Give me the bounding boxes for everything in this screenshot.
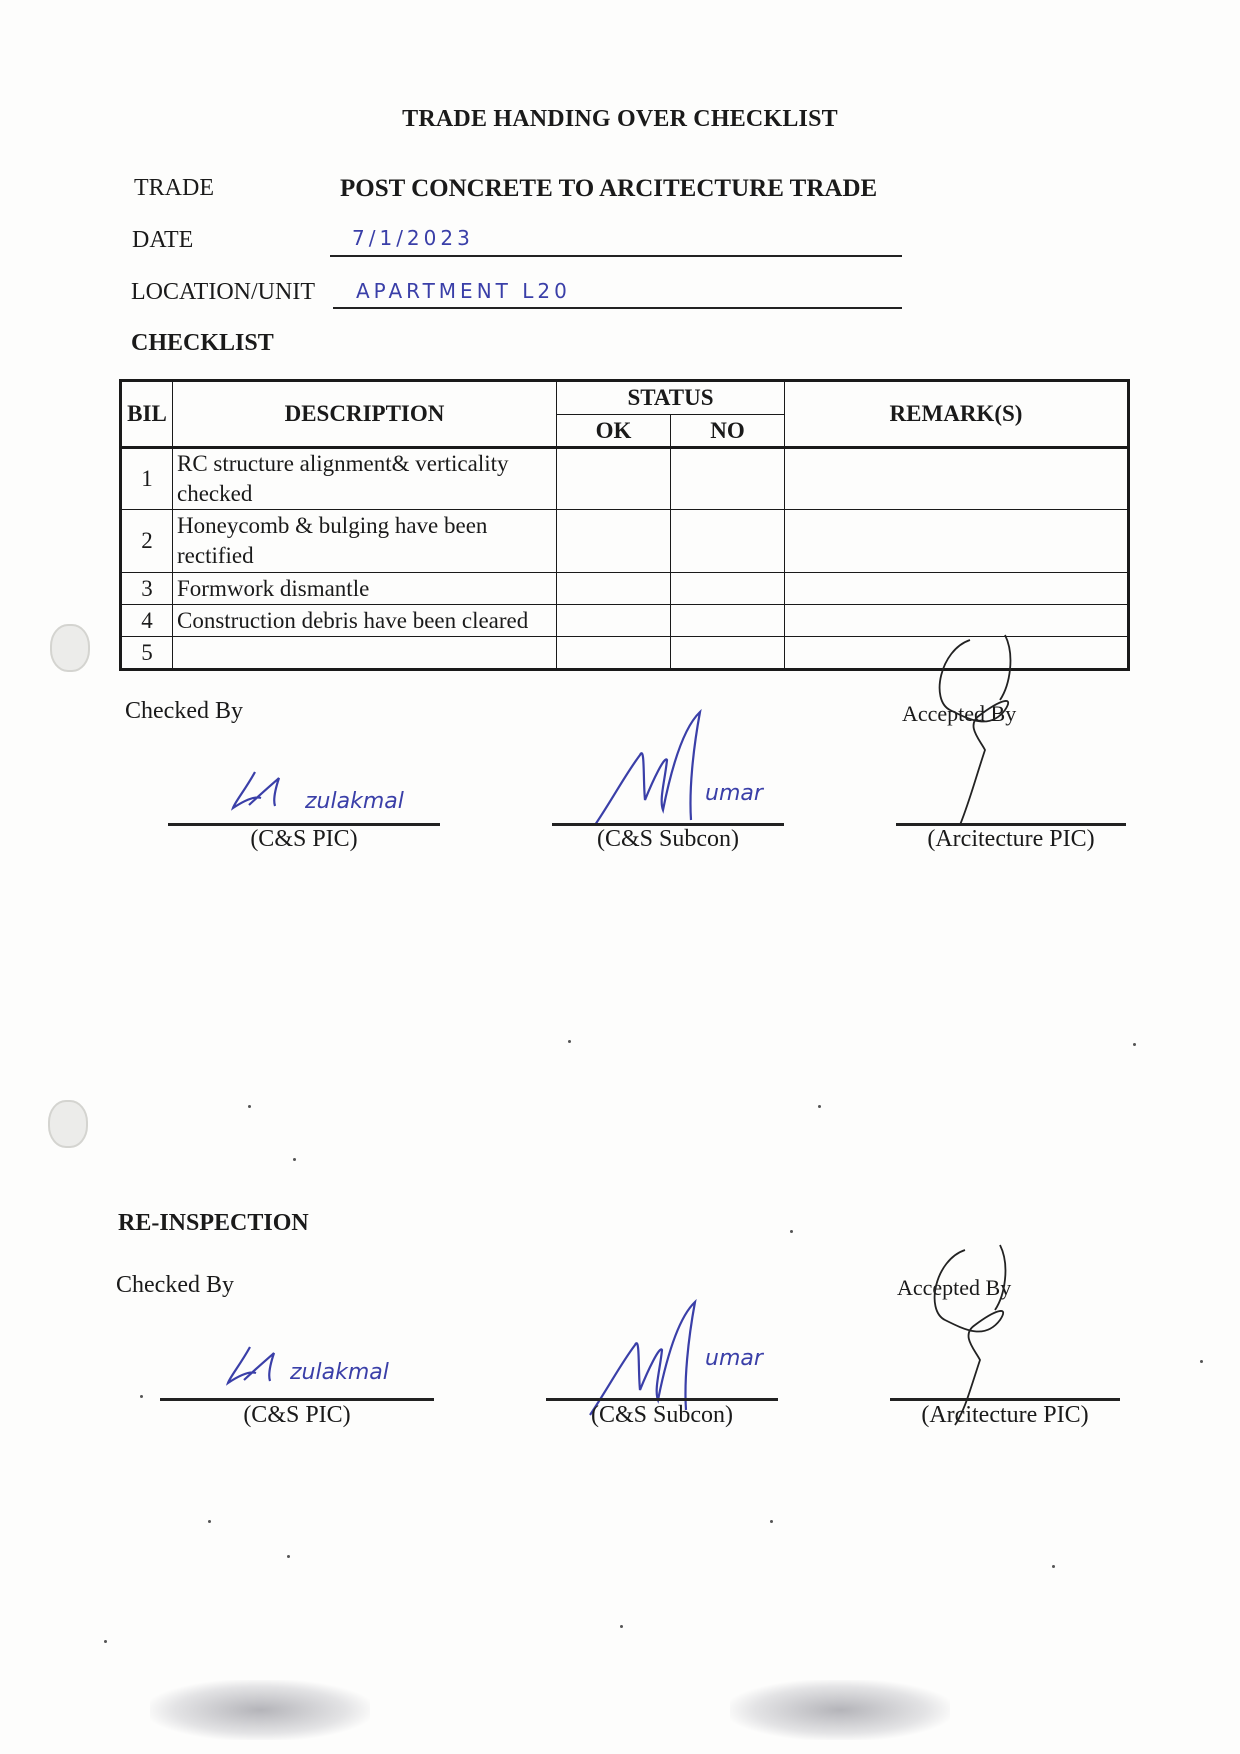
header-bil: BIL <box>121 381 173 448</box>
reinspection-caption-cs-pic: (C&S PIC) <box>243 1402 351 1428</box>
scan-speck <box>1133 1043 1136 1046</box>
header-description: DESCRIPTION <box>173 381 557 448</box>
table-row <box>121 448 1129 510</box>
reinspection-caption-arch-pic: (Arcitecture PIC) <box>921 1402 1089 1428</box>
caption-arch-pic: (Arcitecture PIC) <box>927 826 1095 852</box>
reinspection-signature-line-cs-pic <box>160 1398 434 1401</box>
scan-speck <box>790 1230 793 1233</box>
status-no-cell <box>671 605 785 637</box>
location-label: LOCATION/UNIT <box>131 279 315 305</box>
row-number: 1 <box>121 448 173 510</box>
location-underline <box>333 307 902 309</box>
remarks-cell <box>785 573 1129 605</box>
status-no-cell <box>671 448 785 510</box>
table-row <box>121 510 1129 573</box>
row-description: Formwork dismantle <box>173 573 557 605</box>
status-no-cell <box>671 573 785 605</box>
signature-name: zulakmal <box>305 789 404 814</box>
row-number: 2 <box>121 510 173 573</box>
date-value: 7/1/2023 <box>352 226 474 250</box>
status-ok-cell <box>557 637 671 670</box>
header-status: STATUS <box>557 381 785 415</box>
punch-hole-top <box>50 624 90 672</box>
accepted-by-label: Accepted By <box>902 701 1017 726</box>
reinspection-heading: RE-INSPECTION <box>118 1210 309 1236</box>
signature-name: umar <box>705 1346 763 1371</box>
scan-speck <box>104 1640 107 1643</box>
trade-value: POST CONCRETE TO ARCITECTURE TRADE <box>340 175 878 202</box>
description-line: rectified <box>177 543 254 568</box>
status-ok-cell <box>557 605 671 637</box>
row-number: 5 <box>121 637 173 670</box>
status-ok-cell <box>557 448 671 510</box>
reinspection-signature-cs-pic <box>220 1335 440 1395</box>
signature-name: zulakmal <box>290 1360 389 1385</box>
trade-label: TRADE <box>134 175 214 201</box>
caption-cs-pic: (C&S PIC) <box>250 826 358 852</box>
row-number: 3 <box>121 573 173 605</box>
signature-cs-pic <box>225 760 445 820</box>
description-line: RC structure alignment& verticality <box>177 451 509 476</box>
date-underline <box>330 255 902 257</box>
scan-speck <box>770 1520 773 1523</box>
remarks-cell <box>785 448 1129 510</box>
reinspection-checked-by-label: Checked By <box>116 1272 234 1298</box>
scan-smudge <box>150 1680 370 1740</box>
row-description <box>173 510 557 573</box>
signature-cs-subcon <box>585 700 795 830</box>
scan-speck <box>568 1040 571 1043</box>
scan-speck <box>293 1158 296 1161</box>
location-value: APARTMENT L20 <box>356 279 571 303</box>
scan-speck <box>620 1625 623 1628</box>
row-description <box>173 637 557 670</box>
reinspection-accepted-by-label: Accepted By <box>897 1275 1012 1300</box>
status-ok-cell <box>557 573 671 605</box>
status-no-cell <box>671 510 785 573</box>
punch-hole-bottom <box>48 1100 88 1148</box>
scan-smudge <box>730 1680 950 1740</box>
remarks-cell <box>785 510 1129 573</box>
document-title: TRADE HANDING OVER CHECKLIST <box>402 106 838 132</box>
row-description <box>173 448 557 510</box>
date-label: DATE <box>132 227 194 253</box>
reinspection-signature-line-cs-subcon <box>546 1398 778 1401</box>
description-line: checked <box>177 481 253 506</box>
scan-speck <box>140 1395 143 1398</box>
header-ok: OK <box>557 415 671 448</box>
row-description: Construction debris have been cleared <box>173 605 557 637</box>
reinspection-caption-cs-subcon: (C&S Subcon) <box>590 1402 733 1428</box>
scan-speck <box>208 1520 211 1523</box>
scan-speck <box>818 1105 821 1108</box>
scan-speck <box>287 1555 290 1558</box>
scan-speck <box>1052 1565 1055 1568</box>
caption-cs-subcon: (C&S Subcon) <box>596 826 739 852</box>
header-remarks: REMARK(S) <box>785 381 1129 448</box>
status-ok-cell <box>557 510 671 573</box>
signature-arch-pic <box>900 630 1080 830</box>
checked-by-label: Checked By <box>125 698 243 724</box>
reinspection-signature-line-arch-pic <box>890 1398 1120 1401</box>
description-line: Honeycomb & bulging have been <box>177 513 488 538</box>
checklist-table <box>119 379 1130 671</box>
status-no-cell <box>671 637 785 670</box>
signature-name: umar <box>705 781 763 806</box>
checklist-heading: CHECKLIST <box>131 330 274 356</box>
scan-speck <box>248 1105 251 1108</box>
header-no: NO <box>671 415 785 448</box>
scan-speck <box>1200 1360 1203 1363</box>
table-row <box>121 573 1129 605</box>
row-number: 4 <box>121 605 173 637</box>
